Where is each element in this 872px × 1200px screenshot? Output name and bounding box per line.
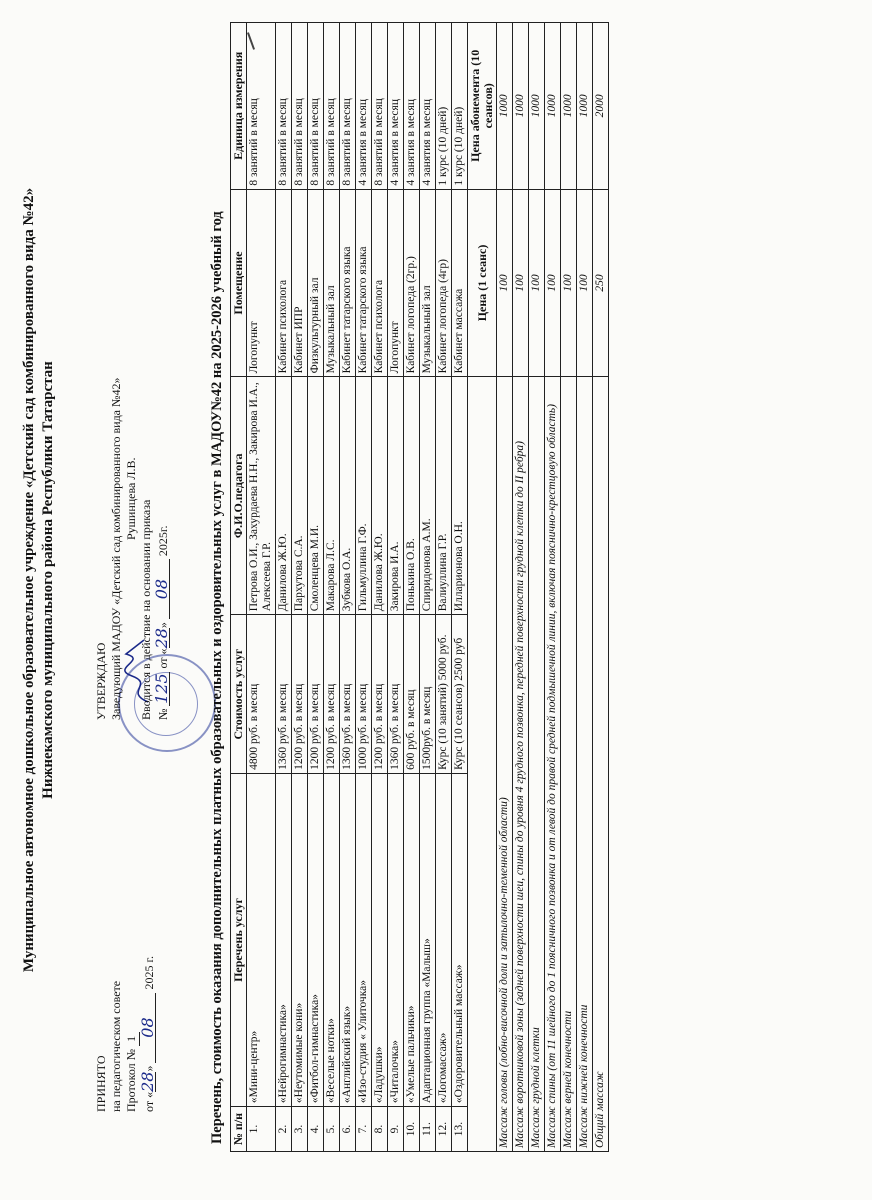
approved-head: Заведующий МАДОУ «Детский сад комбинированного вида №42» [109,377,123,720]
protocol-prefix: Протокол № [124,1048,138,1112]
massage-price-subscription: 1000 [497,23,513,190]
massage-price-subscription: 1000 [561,23,577,190]
cell-number: 11. [420,1107,436,1152]
col-header-unit: Единица измерения [231,23,247,190]
cell-teacher: Зубкова О.А. [340,377,356,615]
cell-room: Кабинет психолога [372,189,388,377]
cell-service: «Английский язык» [340,773,356,1106]
accepted-day: 28 [138,1071,157,1092]
cell-cost: 1200 руб. в месяц [308,615,324,774]
massage-row [577,23,593,1152]
cell-room: Кабинет логопеда (2гр.) [404,189,420,377]
accepted-year: 2025 г. [142,955,156,990]
massage-header-row [468,23,497,1152]
table-row [452,23,468,1152]
cell-room: Кабинет психолога [276,189,292,377]
cell-service: «Неутомимые кони» [292,773,308,1106]
massage-header-price10: Цена абонемента (10 сеансов) [468,23,497,190]
massage-price-single: 100 [497,189,513,377]
cell-number: 6. [340,1107,356,1152]
cell-unit: 8 занятий в месяц [340,23,356,190]
massage-header-spacer [468,377,497,1152]
massage-price-single: 100 [561,189,577,377]
cell-service: «Изо-студия « Улиточка» [356,773,372,1106]
cell-number: 5. [324,1107,340,1152]
approved-order: № 125 от «28» 08 2025г. [152,525,171,720]
massage-header-price1: Цена (1 сеанс) [468,189,497,377]
cell-unit: 8 занятий в месяц [308,23,324,190]
cell-room: Кабинет татарского языка [356,189,372,377]
cell-unit: 1 курс (10 дней) [452,23,468,190]
cell-room: Кабинет логопеда (4гр) [436,189,452,377]
cell-unit: 4 занятия в месяц [404,23,420,190]
table-row [372,23,388,1152]
org-name-line1: Муниципальное автономное дошкольное образовательное учреждение «Детский сад комбинированного вида №42» [21,187,37,973]
massage-price-subscription: 1000 [513,23,529,190]
table-header-row [231,23,247,1152]
cell-teacher: Закирова И.А. [388,377,404,615]
cell-room: Логопункт [247,189,276,377]
protocol-number: 1 [124,1032,140,1046]
accepted-title: ПРИНЯТО [94,1055,108,1112]
cell-cost: 1200 руб. в месяц [292,615,308,774]
massage-row [513,23,529,1152]
cell-service: «Умелые пальчики» [404,773,420,1106]
cell-number: 4. [308,1107,324,1152]
cell-room: Музыкальный зал [324,189,340,377]
cell-service: Адаптационная группа «Малыш» [420,773,436,1106]
cell-teacher: Макарова Л.С. [324,377,340,615]
massage-price-single: 250 [593,189,609,377]
cell-room: Кабинет татарского языка [340,189,356,377]
cell-unit: 8 занятий в месяц [276,23,292,190]
massage-row [545,23,561,1152]
organization-header [20,0,58,1160]
massage-row [593,23,609,1152]
order-number: 125 [152,673,171,704]
massage-price-single: 100 [545,189,561,377]
massage-name: Массаж спины (от 11 шейного до 1 поясничного позвонка и от левой до правой средней подмышечной линии, включая пояснично-крестцовую область) [545,377,561,1152]
cell-service: «Фитбол-гимнастика» [308,773,324,1106]
cell-teacher: Гильмуллина Г.Ф. [356,377,372,615]
cell-teacher: Данилова Ж.Ю. [276,377,292,615]
cell-teacher: Смоленцева М.И. [308,377,324,615]
table-row [404,23,420,1152]
accepted-block [94,772,157,1112]
massage-price-single: 100 [513,189,529,377]
cell-service: «Веселые нотки» [324,773,340,1106]
massage-price-subscription: 2000 [593,23,609,190]
massage-name: Массаж нижней конечности [577,377,593,1152]
cell-teacher: Пархутова С.А. [292,377,308,615]
org-name-line2: Нижнекамского муниципального района Республики Татарстан [40,361,56,799]
cell-teacher: Петрова О.И., Захурдаева Н.Н., Закирова И.А., Алексеева Г.Р. [247,377,276,615]
accepted-council: на педагогическом совете [109,980,123,1112]
cell-service: «Оздоровительный массаж» [452,773,468,1106]
cell-number: 7. [356,1107,372,1152]
cell-number: 13. [452,1107,468,1152]
cell-number: 12. [436,1107,452,1152]
table-row [436,23,452,1152]
cell-cost: 4800 руб. в месяц [247,615,276,774]
cell-cost: Курс (10 сеансов) 2500 руб [452,615,468,774]
table-row [388,23,404,1152]
cell-room: Кабинет массажа [452,189,468,377]
accepted-date: от «28» 08 2025 г. [138,955,157,1112]
table-row [340,23,356,1152]
services-table-body [247,23,468,1152]
accepted-date-prefix: от « [142,1091,156,1112]
approved-block [94,260,171,720]
massage-name: Массаж головы (лобно-височной доли и затылочно-теменной области) [497,377,513,1152]
cell-cost: 1360 руб. в месяц [388,615,404,774]
massage-table-body [468,23,497,1152]
cell-number: 3. [292,1107,308,1152]
cell-cost: Курс (10 занятий) 5000 руб. [436,615,452,774]
table-row [247,23,276,1152]
cell-service: «Нейрогимнастика» [276,773,292,1106]
massage-price-subscription: 1000 [545,23,561,190]
massage-price-single: 100 [529,189,545,377]
cell-room: Физкультурный зал [308,189,324,377]
cell-room: Логопункт [388,189,404,377]
cell-teacher: Спиридонова А.М. [420,377,436,615]
cell-unit: 1 курс (10 дней) [436,23,452,190]
cell-unit: 4 занятия в месяц [356,23,372,190]
table-row [276,23,292,1152]
table-row [420,23,436,1152]
cell-service: «Мини-центр» [247,773,276,1106]
cell-service: «Читалочка» [388,773,404,1106]
accepted-month: 08 [140,993,156,1063]
order-prefix: № [156,708,170,720]
col-header-teacher: Ф.И.О.педагога [231,377,247,615]
massage-row [497,23,513,1152]
approved-month: 08 [154,559,170,619]
massage-row [561,23,577,1152]
massage-name: Массаж верней конечности [561,377,577,1152]
massage-name: Общий массаж [593,377,609,1152]
cell-number: 9. [388,1107,404,1152]
approved-year: 2025г. [156,525,170,557]
table-row [324,23,340,1152]
cell-cost: 1360 руб. в месяц [340,615,356,774]
cell-cost: 1200 руб. в месяц [372,615,388,774]
cell-unit: 4 занятия в месяц [388,23,404,190]
col-header-room: Помещение [231,189,247,377]
cell-service: «Ладушки» [372,773,388,1106]
cell-teacher: Понькина О.В. [404,377,420,615]
cell-unit: 8 занятий в месяц [247,23,276,190]
massage-row [529,23,545,1152]
table-row [356,23,372,1152]
massage-price-single: 100 [577,189,593,377]
cell-unit: 4 занятия в месяц [420,23,436,190]
document-title: Перечень, стоимость оказания дополнительных платных образовательных и оздоровительных услуг в МАДОУ№42 на 2025-2026 учебный год [209,211,225,1144]
cell-cost: 1360 руб. в месяц [276,615,292,774]
table-row [308,23,324,1152]
cell-teacher: Илларионова О.Н. [452,377,468,615]
col-header-service: Перечень услуг [231,773,247,1106]
col-header-number: № п/н [231,1107,247,1152]
cell-unit: 8 занятий в месяц [372,23,388,190]
col-header-cost: Стоимость услуг [231,615,247,774]
cell-number: 10. [404,1107,420,1152]
cell-unit: 8 занятий в месяц [324,23,340,190]
cell-number: 8. [372,1107,388,1152]
cell-cost: 1500руб. в месяц [420,615,436,774]
cell-room: Кабинет ИПР [292,189,308,377]
services-table [230,22,609,1152]
massage-name: Массаж воротниковой зоны (задней поверхности шеи, спины до уровня 4 грудного позвонка, передней поверхности грудной клетки до II ребра) [513,377,529,1152]
cell-cost: 1000 руб. в месяц [356,615,372,774]
cell-number: 1. [247,1107,276,1152]
massage-rows [497,23,609,1152]
cell-teacher: Данилова Ж.Ю. [372,377,388,615]
massage-price-subscription: 1000 [577,23,593,190]
approved-date-prefix: от « [156,648,170,669]
approved-day: 28 [152,628,171,649]
accepted-protocol [124,772,140,1112]
cell-service: «Логомассаж» [436,773,452,1106]
massage-price-subscription: 1000 [529,23,545,190]
approved-basis: Вводится в действие на основании приказа [139,499,153,720]
cell-unit: 8 занятий в месяц [292,23,308,190]
cell-cost: 600 руб. в месяц [404,615,420,774]
approved-title: УТВЕРЖДАЮ [94,642,108,720]
cell-teacher: Валиуллина Г.Р. [436,377,452,615]
approved-signer: Рушинцева Л.В. [124,457,138,540]
table-row [292,23,308,1152]
cell-room: Музыкальный зал [420,189,436,377]
massage-name: Массаж грудной клетки [529,377,545,1152]
cell-cost: 1200 руб. в месяц [324,615,340,774]
cell-number: 2. [276,1107,292,1152]
